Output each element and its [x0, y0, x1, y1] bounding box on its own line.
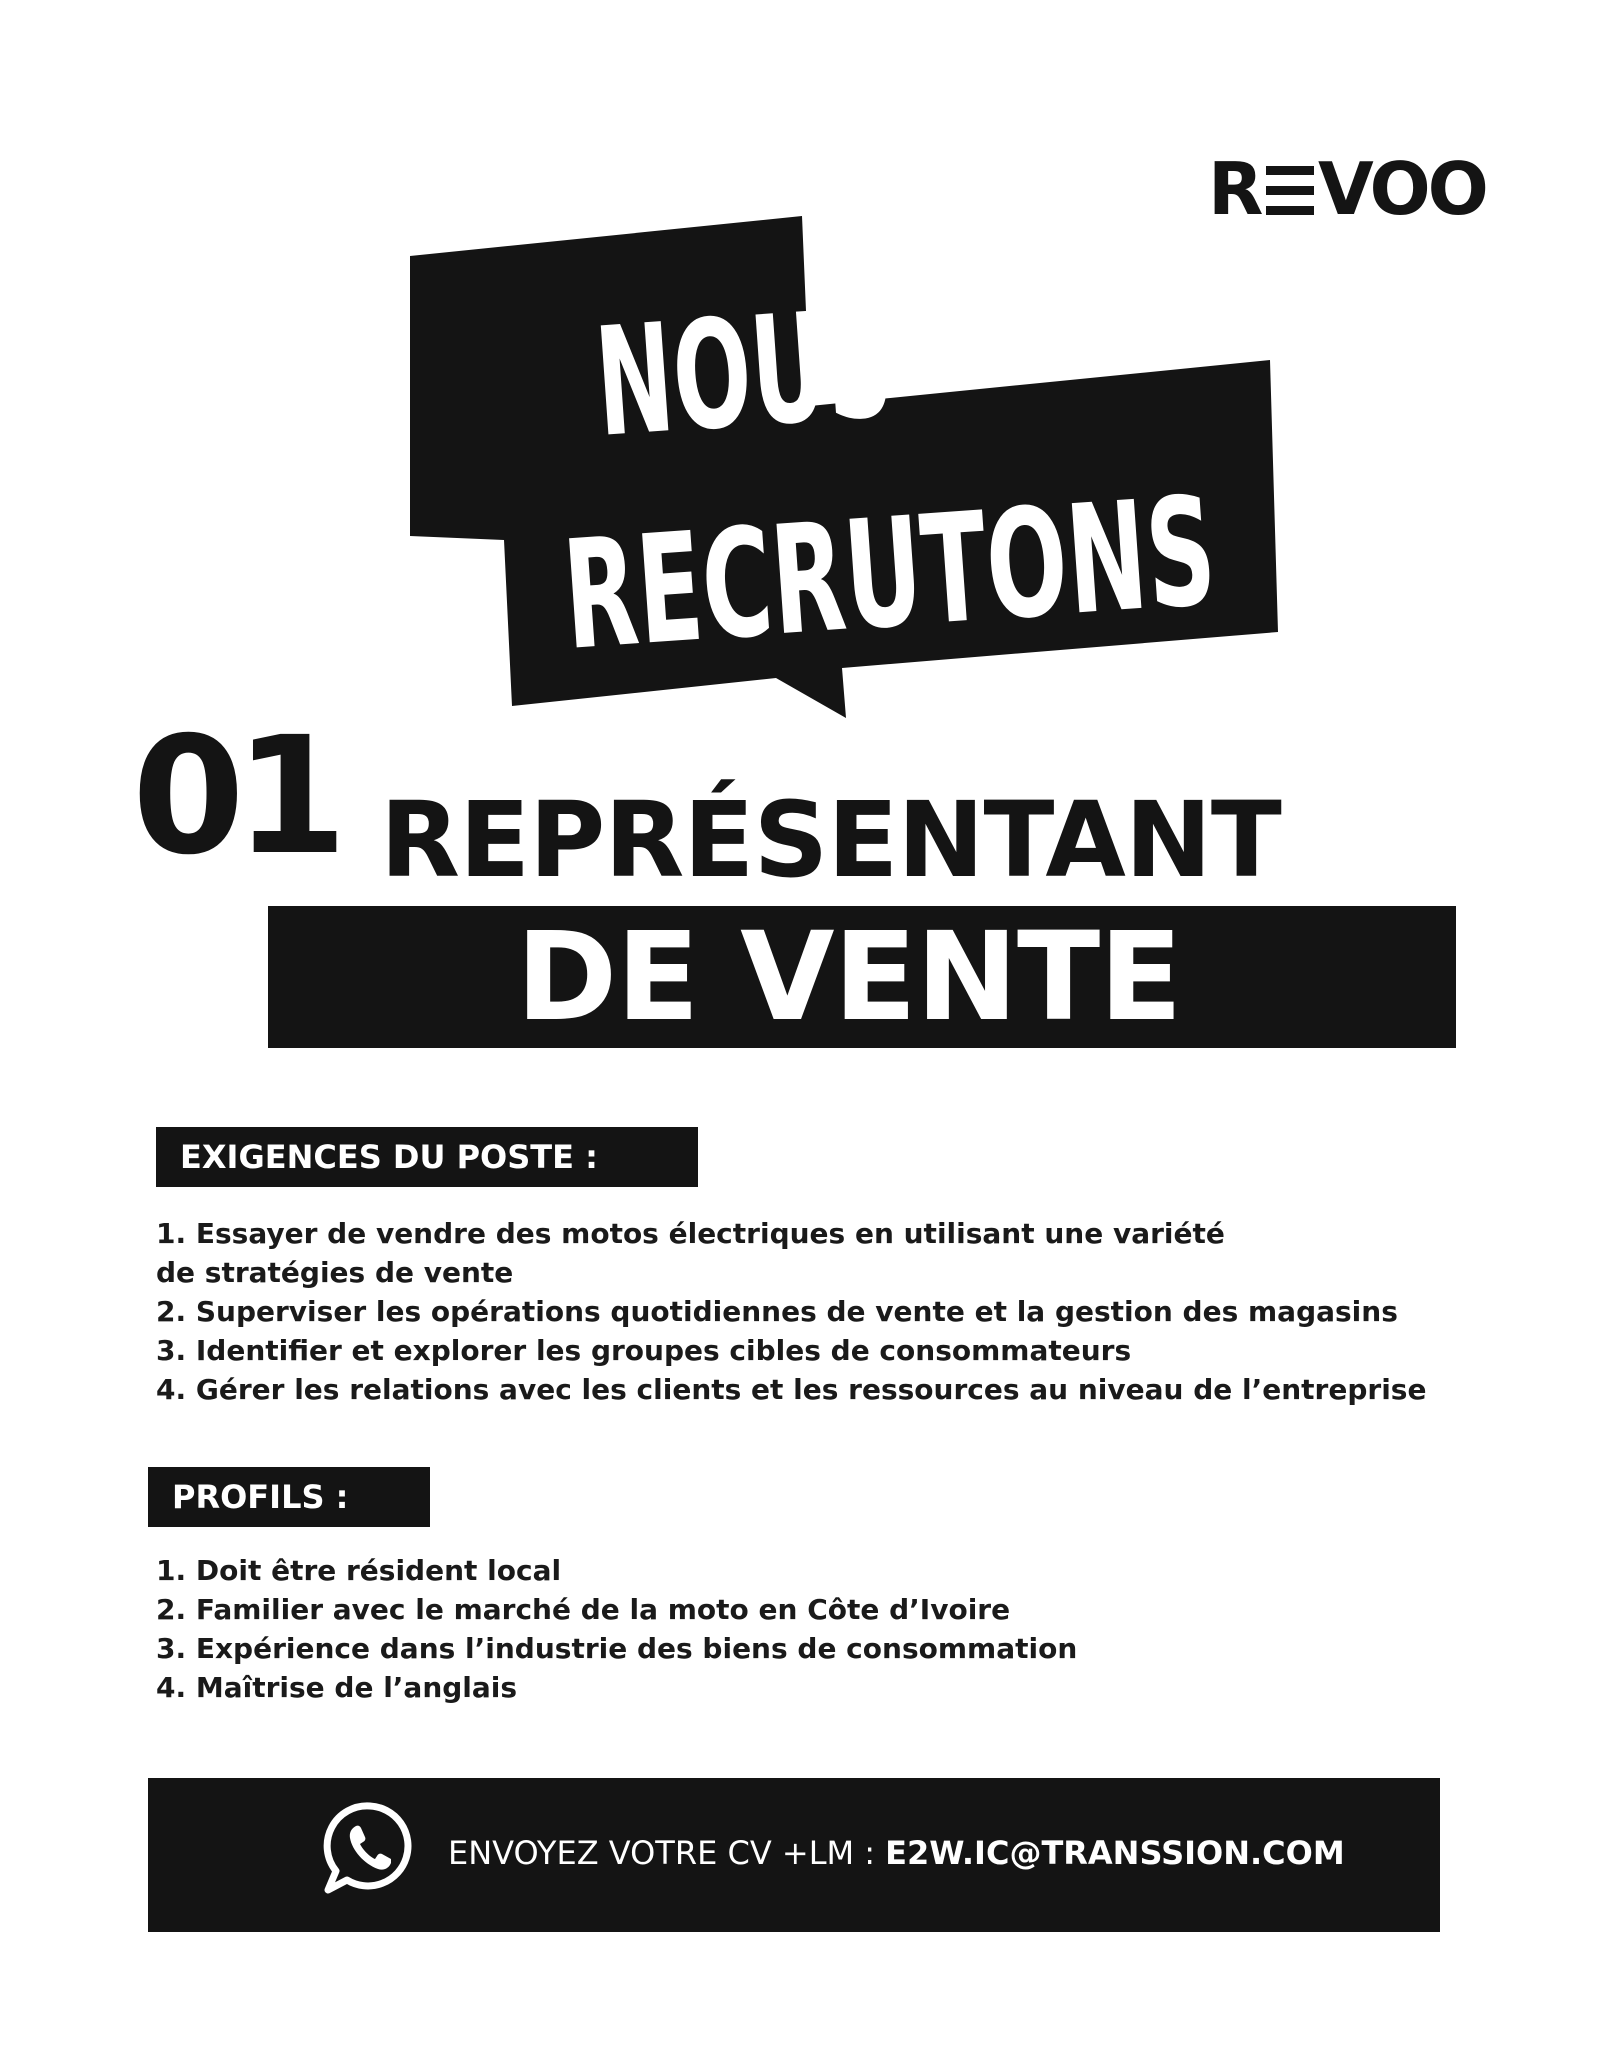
list-item: 3. Identifier et explorer les groupes cibles de consommateurs	[156, 1334, 1132, 1367]
cta-label: ENVOYEZ VOTRE CV +LM :	[448, 1834, 876, 1872]
list-item: 3. Expérience dans l’industrie des biens de consommation	[156, 1632, 1078, 1665]
profiles-list	[156, 1551, 1077, 1707]
requirements-list	[156, 1214, 1426, 1409]
contact-cta	[448, 1834, 1345, 1872]
profiles-heading: PROFILS :	[148, 1467, 430, 1527]
headline-line2: RECRUTONS	[558, 445, 1494, 684]
whatsapp-icon	[318, 1796, 422, 1900]
list-item: de stratégies de vente	[156, 1256, 514, 1289]
list-item: 4. Maîtrise de l’anglais	[156, 1671, 518, 1704]
headline-line1: NOUS	[590, 267, 1036, 471]
list-item: 4. Gérer les relations avec les clients et les ressources au niveau de l’entreprise	[156, 1373, 1427, 1406]
contact-email-link[interactable]: E2W.IC@TRANSSION.COM	[885, 1834, 1345, 1872]
svg-text:VOO: VOO	[1318, 147, 1486, 231]
list-item: 1. Doit être résident local	[156, 1554, 562, 1587]
list-item: 1. Essayer de vendre des motos électriques en utilisant une variété	[156, 1217, 1225, 1250]
job-title-line1: REPRÉSENTANT	[380, 779, 1281, 901]
job-title-line2: DE VENTE	[516, 906, 1182, 1048]
list-item: 2. Superviser les opérations quotidiennes de vente et la gestion des magasins	[156, 1295, 1398, 1328]
list-item: 2. Familier avec le marché de la moto en Côte d’Ivoire	[156, 1593, 1011, 1626]
requirements-heading: EXIGENCES DU POSTE :	[156, 1127, 698, 1187]
job-count: 01	[132, 703, 338, 891]
headline-bubble	[400, 210, 1494, 730]
svg-text:R: R	[1208, 147, 1264, 231]
